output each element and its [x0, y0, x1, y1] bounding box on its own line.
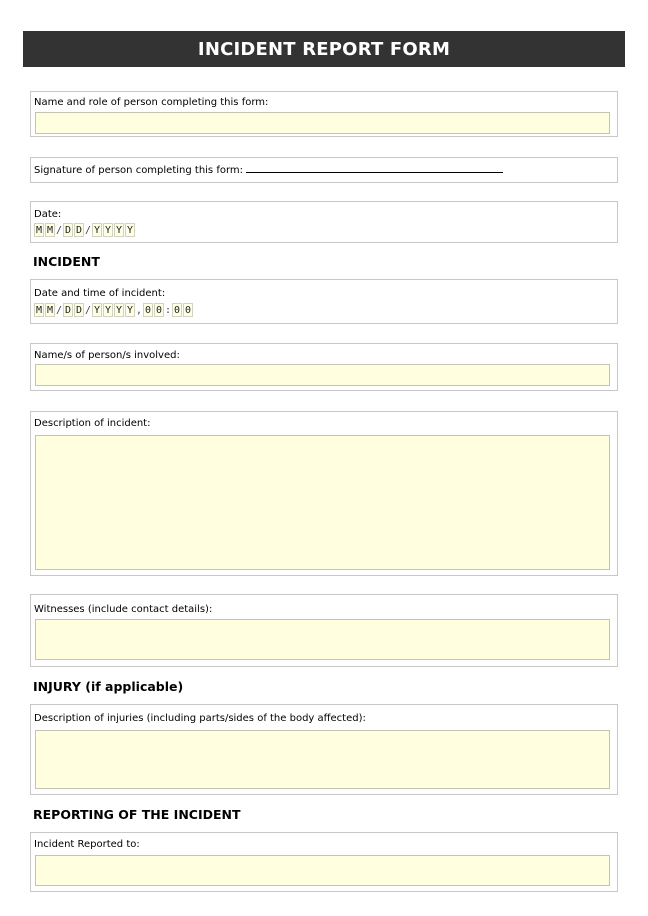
datetime-year-char[interactable]: Y: [126, 305, 134, 316]
date-year-char[interactable]: Y: [115, 225, 123, 236]
witnesses-box: [30, 594, 618, 667]
date-label: Date:: [34, 209, 62, 220]
form-title: INCIDENT REPORT FORM: [23, 31, 625, 67]
injuries-box: [30, 704, 618, 795]
date-day-char[interactable]: D: [75, 225, 83, 236]
incident-datetime-box: [30, 279, 618, 324]
signature-box: [30, 157, 618, 183]
signature-line[interactable]: [246, 164, 503, 173]
datetime-day-char[interactable]: D: [64, 305, 72, 316]
datetime-minute-char[interactable]: 0: [173, 305, 181, 316]
datetime-day-char[interactable]: D: [75, 305, 83, 316]
datetime-hour-char[interactable]: 0: [155, 305, 163, 316]
completer-name-label: Name and role of person completing this form:: [34, 97, 269, 108]
description-label: Description of incident:: [34, 418, 151, 429]
section-heading-injury: INJURY (if applicable): [33, 679, 184, 694]
datetime-separator: /: [56, 304, 63, 316]
date-box: [30, 201, 618, 243]
reported-to-box: [30, 832, 618, 892]
witnesses-field[interactable]: [35, 619, 610, 660]
datetime-minute-char[interactable]: 0: [184, 305, 192, 316]
description-field[interactable]: [35, 435, 610, 570]
date-year-char[interactable]: Y: [93, 225, 101, 236]
date-year-char[interactable]: Y: [104, 225, 112, 236]
date-day-char[interactable]: D: [64, 225, 72, 236]
datetime-colon: :: [165, 304, 172, 316]
datetime-separator: /: [85, 304, 92, 316]
persons-involved-label: Name/s of person/s involved:: [34, 350, 180, 361]
datetime-year-char[interactable]: Y: [104, 305, 112, 316]
completer-name-box: [30, 91, 618, 137]
date-year-char[interactable]: Y: [126, 225, 134, 236]
datetime-month-char[interactable]: M: [46, 305, 54, 316]
date-month-char[interactable]: M: [35, 225, 43, 236]
witnesses-label: Witnesses (include contact details):: [34, 604, 213, 615]
reported-to-field[interactable]: [35, 855, 610, 886]
reported-to-label: Incident Reported to:: [34, 839, 140, 850]
section-heading-reporting: REPORTING OF THE INCIDENT: [33, 807, 241, 822]
section-heading-incident: INCIDENT: [33, 254, 100, 269]
completer-name-field[interactable]: [35, 112, 610, 134]
datetime-month-char[interactable]: M: [35, 305, 43, 316]
injuries-field[interactable]: [35, 730, 610, 789]
signature-row: [34, 164, 503, 176]
persons-involved-field[interactable]: [35, 364, 610, 386]
signature-label: Signature of person completing this form:: [34, 165, 244, 176]
persons-involved-box: [30, 343, 618, 391]
date-separator: /: [85, 224, 92, 236]
incident-datetime-input[interactable]: [34, 303, 194, 317]
datetime-hour-char[interactable]: 0: [144, 305, 152, 316]
incident-datetime-label: Date and time of incident:: [34, 288, 166, 299]
date-input[interactable]: [34, 223, 136, 237]
injuries-label: Description of injuries (including parts/sides of the body affected):: [34, 713, 366, 724]
datetime-comma: ,: [136, 304, 143, 316]
date-month-char[interactable]: M: [46, 225, 54, 236]
date-separator: /: [56, 224, 63, 236]
description-box: [30, 411, 618, 576]
datetime-year-char[interactable]: Y: [115, 305, 123, 316]
datetime-year-char[interactable]: Y: [93, 305, 101, 316]
